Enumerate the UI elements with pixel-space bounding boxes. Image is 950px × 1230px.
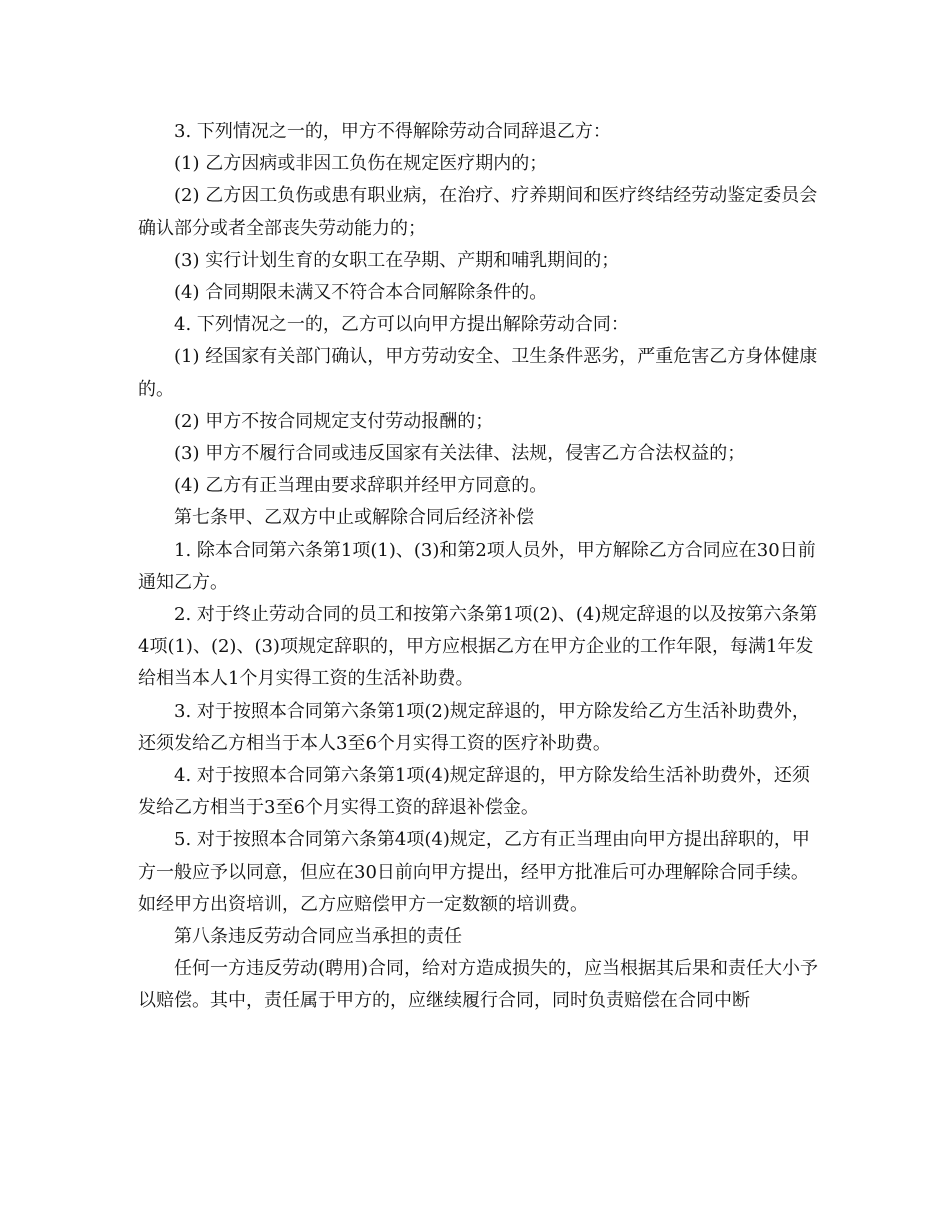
article-7-heading: 第七条甲、乙双方中止或解除合同后经济补偿 [174,507,534,529]
clause-6-3-item-3: (3) 实行计划生育的女职工在孕期、产期和哺乳期间的； [174,249,620,271]
clause-7-4: 4. 对于按照本合同第六条第1项(4)规定辞退的，甲方除发给生活补助费外，还须发给乙方相当于3至6个月实得工资的辞退补偿金。 [138,765,810,819]
article-8-body: 任何一方违反劳动(聘用)合同，给对方造成损失的，应当根据其后果和责任大小予以赔偿。其中，责任属于甲方的，应继续履行合同，同时负责赔偿在合同中断 [138,958,819,1012]
clause-6-3-item-1: (1) 乙方因病或非因工负伤在规定医疗期内的； [174,153,548,175]
clause-7-1: 1. 除本合同第六条第1项(1)、(3)和第2项人员外，甲方解除乙方合同应在30日前通知乙方。 [138,539,816,593]
clause-6-4-item-3: (3) 甲方不履行合同或违反国家有关法律、法规，侵害乙方合法权益的； [174,443,746,465]
clause-6-3-item-2: (2) 乙方因工负伤或患有职业病，在治疗、疗养期间和医疗终结经劳动鉴定委员会确认部分或者全部丧失劳动能力的； [138,185,818,239]
clause-7-5: 5. 对于按照本合同第六条第4项(4)规定，乙方有正当理由向甲方提出辞职的，甲方一般应予以同意，但应在30日前向甲方提出，经甲方批准后可办理解除合同手续。如经甲方出资培训，乙方应赔偿甲方一定数额的培训费。 [138,829,810,915]
clause-7-3: 3. 对于按照本合同第六条第1项(2)规定辞退的，甲方除发给乙方生活补助费外，还须发给乙方相当于本人3至6个月实得工资的医疗补助费。 [138,700,810,754]
clause-7-2: 2. 对于终止劳动合同的员工和按第六条第1项(2)、(4)规定辞退的以及按第六条第4项(1)、(2)、(3)项规定辞职的，甲方应根据乙方在甲方企业的工作年限，每满1年发给相当本人1个月实得工资的生活补助费。 [138,604,818,690]
clause-6-4-item-2: (2) 甲方不按合同规定支付劳动报酬的； [174,410,494,432]
clause-6-4: 4. 下列情况之一的，乙方可以向甲方提出解除劳动合同： [174,314,629,336]
clause-6-3: 3. 下列情况之一的，甲方不得解除劳动合同辞退乙方： [174,121,611,142]
article-8-heading: 第八条违反劳动合同应当承担的责任 [174,926,462,948]
clause-6-4-item-4: (4) 乙方有正当理由要求辞职并经甲方同意的。 [174,475,548,497]
clause-6-4-item-1: (1) 经国家有关部门确认，甲方劳动安全、卫生条件恶劣，严重危害乙方身体健康的。 [138,346,818,400]
clause-6-3-item-4: (4) 合同期限未满又不符合本合同解除条件的。 [174,282,548,304]
